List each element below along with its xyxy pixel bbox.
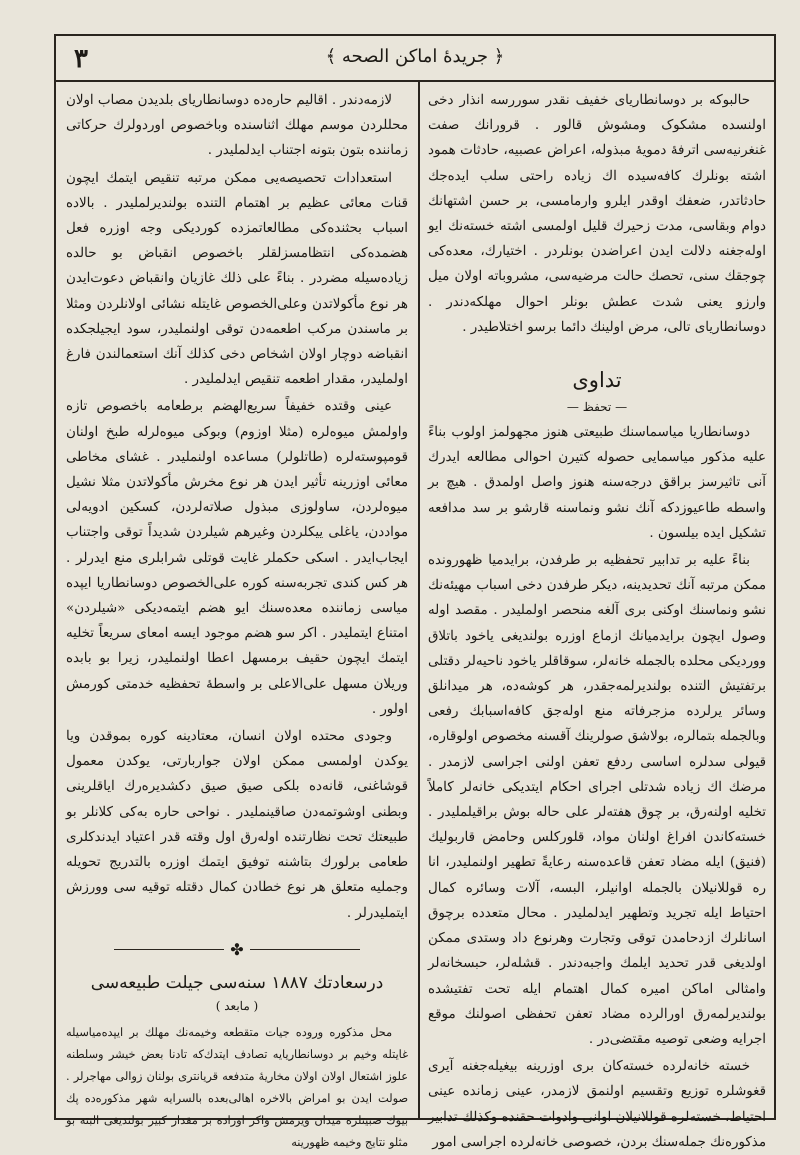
left-column [66, 88, 408, 1149]
paragraph: بناءً علیه بر تدابیر تحفظیه بر طرفدن، برایدمیا ظهورونده ممكن مرتبه آنك تحدیدینه، دیكر طرفدن دخی اسباب مهیئه‌نك نشو ونماسنك اوكنی برى آلغه منحصر اولملیدر . مقصد اوله وصول ایچون برایدمیانك ازماع اوزره بولندیغی یاخود باتلاق ووردیكی محلده بالجمله خانه‌لر، سوقاقلر یاخود ناحیه‌لر دقتلی برتفتیش التنده بولندیرلمه‌جقدر، هر كوشه‌ده، هر میدانلق وسائر یرلرده مزجرفاته منع اوله‌جق كافه‌اسبابك رفعی وبالجمله بتمالره، بولاشق صولرینك آقسنه مخصوص اولوقاره، قیولی سدلره اساسی ردفع تعفن اولنی اجراسی لازمدر . مرضك اك زیاده شدتلی اجرای احكام ایتدیكی خانه‌لر كاملاً تخلیه اولنه‌رق، بر چوق هفته‌لر علی حاله بوش براقیلملیدر . خسته‌كاندن افراغ اولنان مواد، قلورکلس وحامض قاربولیك (فنیق) ایله مضاد تعفن قاعده‌سنه رعایةً تطهیر اولنملیدر، انا ره قوللانیلان بالجمله اوانیلر، البسه، آلات وسائره كمال احتیاط ایله تجرید وتطهیر ایدلملیدر . محال متعدده برچوق اسانلرك ازدحامدن توقی وتجارت وهرنوع داد وستدی ممكن اولدیغی قدر تحدید ایلمك واجبه‌دندر . قشله‌لر، حبسخانه‌لر وامثالی اماكن امیره كمال اهتمام ایله تحت تفتیشده بولندیرلمه‌رق اورالرده مضاد تعفن تحفظی اصولنك موقع اجرایه وضعی توصیه مقتضی‌در . [428, 553, 766, 1047]
page-number: ٣ [74, 44, 88, 74]
ornament-line [114, 949, 224, 950]
paragraph: لازمه‌دندر . اقالیم حاره‌ده دوسانطاریای بلدیدن مصاب اولان محللردن موسم مهلك اثناسنده وباخصوص اوردولرك حركاتی زماننده بتون بتونه اجتناب ایدلملیدر . [66, 93, 408, 159]
journal-title: ﴿ جریدهٔ اماكن الصحه ﴾ [325, 46, 505, 67]
paragraph: حالبوکه بر دوسانطاریای خفیف نقدر سوررسه انذار دخی اولنسده مشکوک ومشوش قالور . قرورانك صفت غنغرنیه‌سی اترفهٔ دمویهٔ مبذوله، اعراض عصبیه، حادثات همود اشته بونلرك کافه‌سیده اك زیاده راحتی سلب ایده‌جك حادثاتدر، ضعفك اوقدر ایلرو وارمامسی، بر حسن اشتهانك دوام وبقاسی، مدت زحیرك قلیل اولمسی اشته خسته‌نك ایو اوله‌جغنه دلالت ایدن اعراضدن بونلردر . اختیارك، معده‌كی چوجقك سنی، تحصك حالت مرضیه‌سی، مشروباته اولان میل وارزو یعنی شدت عطش بونلر احوال مهلكه‌دندر . دوسانطاریای تالی، مرض اولینك دائما برسو اختلاطیدر . [428, 93, 766, 335]
paragraph: دوسانطاریا میاسماسنك طبیعتی هنوز مجهولمز اولوب بناءً علیه مذكور میاسمایی حصوله كتیرن احوالی مطالعه ایدرك آنی تاثیرسز براقق درجه‌سنه هنوز واصل اولمدق . هیچ بر واسطه طاعیوزدكه آنك نشو ونماسنه قارشو بر سد مدافعه تشكیل ایده بیلسون . [428, 425, 766, 541]
paragraph: وجودی محتده اولان انسان، معتادینه كوره بموقدن ویا یوكدن اولمسی ممكن اولان جواربارتی، یوكدن معمول قوشاغنی، قانه‌ده بلكی صیق صیق دكشدیره‌رك اياقلرینی وبطنی اوشوتمه‌دن صاقینملیدر . نواحی حاره به‌كی كلانلر بو طبیعتك تحت نظارتنده اوله‌رق اول وقته قدر اعتیاد ایدندكلری طعامی برلورك بتاشنه توفیق ایتمك اوزره بالتدریج تحویله وجملیه متعلق هر نوع خطادن كمال دقتله توقیه سی وورزش ایتملیدرلر . [66, 729, 408, 921]
column-divider [418, 80, 420, 1118]
ornament-line [250, 949, 360, 950]
paragraph: محل مذكوره وروده جیات متقطعه وخیمه‌نك مهلك بر ایپده‌میاسیله غایتله وخیم بر دوسانطاریایه تصادف ایتدك‌كه تادنا بعض خیشر وسلطنه علوز اشتعال اولان اولان مخاریهٔ متدفعه قریانتری بولنان زوالی مهاجرلر . صولت ایدن بو امراض بالاخره اهالی‌بعده بالسرایه شهر مذكوره‌ده پك بیوك صبیتلره میدان ویرمش واكر اوراده بر مقدار كبیر بولندیغی البته بو مثلو نتایج وخیمه ظهورینه [66, 1025, 408, 1149]
ornamental-divider [66, 939, 408, 959]
section-title-treatment: تداوی [572, 368, 622, 393]
paragraph: خسته خانه‌لرده خسته‌كان برى اوزرینه بیغیله‌جغنه آیری قغوشلره توزیع وتقسیم اولنمق لازمدر، عینی زمانده عینی احتیاط، خسته‌لره قوللانیلان اوانی وادوات حقنده وكذلك تدابیر مذكوره‌نك جمله‌سنك بردن، خصوصی خانه‌لرده اجراسی امور [428, 1059, 766, 1150]
ornament-icon: ✤ [230, 939, 244, 959]
page-header [56, 36, 774, 82]
right-column [428, 88, 766, 1150]
paragraph: استعدادات تحصیصه‌یی ممكن مرتبه تنقیص ایتمك ایچون قنات معائی عظیم بر اهتمام التنده بولندیرلملیدر . بالاده اسباب بحثنده‌كی مطالعاتمزده كوردیكی وجه اوزره فعل هضمده‌كی انتظامسزلقلر باخصوص انقباض بو حالده زیاده‌سیله مضردر . بناءً علی ذلك غازیان وانقباض دعوت‌ایدن هر نوع مأكولاتدن وعلی‌الخصوص غایتله نشائی اولانلردن ومثلا بر ماسندن مركب اطعمه‌دن توقی اولنملیدر، سود ایجیلجكده انقباضه دوچار اولان اشخاص دخی كذلك آنك استعمالندن فارغ اولملیدر، مقدار اطعمه تنقیص ایدلملیدر . [66, 170, 408, 388]
paragraph: عینی وقتده خفیفاً سریع‌الهضم برطعامه باخصوص تازه واولمش میوه‌لره (مثلا اوزوم) وبوكی میوه‌لرله طبخ اولنان قومپوسته‌لره (طاتلولر) مساعده اولنملیدر . غشای مخاطی معائی اوزرینه تأثیر ایدن هر نوع مخرش مأكولاتدن مثلا نشیل میوه‌لردن، ساولوزی مبذول صلاته‌لردن، كسكین ادویه‌لی مواددن، یاغلی ییكلردن وغیرهم شیلردن شدیداً توقی واجتناب ایجاب‌ایدر . اسكی حكملر غایت قوتلی شرابلری منع ایدرلر . هر كس كندی تجربه‌سنه كوره علی‌الخصوص دوسانطاریا ایپده میاسی زماننده معده‌سنك ایو هضم ایتمه‌دیكی «شیلردن» امتناع ایتملیدر . اكر سو هضم موجود ایسه امعای سریعاً تخلیه ایتمك ایچون حقیف برمسهل اعطا اولنملیدر، زیرا بو بابده وریلان مسهل علی‌الاعلی بر واسطهٔ تحفظیه خدمتی كورمش اولور . [66, 399, 408, 717]
section-subtitle-prophylaxis: — تحفظ — [566, 400, 628, 415]
section-title-statistics: درسعادتك ١٨٨٧ سنه‌سی جیلت طبیعه‌سی [90, 972, 384, 993]
section-subtitle-continued: ( مابعد ) [215, 998, 259, 1013]
newspaper-page [54, 34, 776, 1150]
